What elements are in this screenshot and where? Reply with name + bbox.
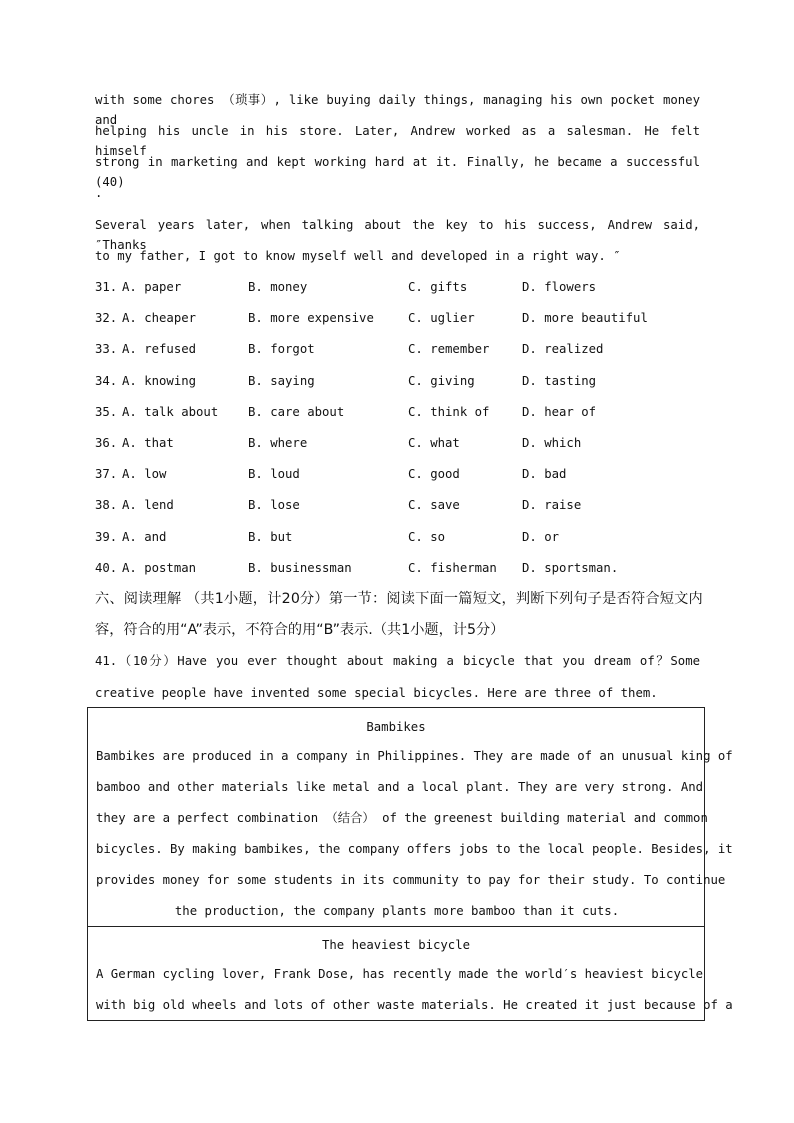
passage-line: . xyxy=(95,186,103,200)
option-c: C. think of xyxy=(408,404,490,419)
option-a: A. low xyxy=(122,467,167,482)
option-c: C. remember xyxy=(408,342,490,357)
option-row xyxy=(95,433,700,453)
question-number: 32. xyxy=(95,311,118,326)
option-b: B. but xyxy=(248,529,293,544)
question-number: 35. xyxy=(95,404,118,419)
box-text-line: the production, the company plants more bamboo than it cuts. xyxy=(174,904,620,918)
passage-line: helping his uncle in his store. Later, Andrew worked as a salesman. He felt himself xyxy=(95,124,700,158)
question-number: 39. xyxy=(95,529,118,544)
option-row xyxy=(95,339,700,359)
bambikes-box xyxy=(87,707,733,927)
option-row xyxy=(95,402,700,422)
option-b: B. saying xyxy=(248,373,315,388)
option-b: B. care about xyxy=(248,404,345,419)
option-a: A. talk about xyxy=(122,404,219,419)
option-a: A. and xyxy=(122,529,167,544)
box-title: Bambikes xyxy=(366,720,426,734)
option-row xyxy=(95,558,700,578)
option-c: C. fisherman xyxy=(408,560,497,575)
option-b: B. loud xyxy=(248,467,300,482)
option-d: D. or xyxy=(522,529,560,544)
box-title: The heaviest bicycle xyxy=(321,938,471,952)
question-41-line: 41.（10分）Have you ever thought about making a bicycle that you dream of？Some xyxy=(95,654,700,668)
option-a: A. paper xyxy=(122,280,182,294)
option-a: A. cheaper xyxy=(122,311,197,326)
option-d: D. which xyxy=(522,436,582,450)
box-text-line: provides money for some students in its community to pay for their study. To continue xyxy=(96,873,726,887)
question-number: 34. xyxy=(95,373,118,388)
option-row xyxy=(95,371,700,391)
option-d: D. sportsman. xyxy=(522,560,619,575)
question-number: 38. xyxy=(95,498,118,513)
box-text-line: bamboo and other materials like metal and a local plant. They are very strong. And xyxy=(96,780,704,794)
question-number: 40. xyxy=(95,560,118,575)
heaviest-bicycle-box xyxy=(87,926,733,1021)
passage-line: with some chores （琐事）, like buying daily things, managing his own pocket money and xyxy=(95,93,700,127)
option-a: A. refused xyxy=(122,342,197,357)
option-a: A. postman xyxy=(122,560,197,575)
section-heading: 六、阅读理解 （共1小题，计20分）第一节：阅读下面一篇短文，判断下列句子是否符合短文内 xyxy=(95,591,703,607)
option-c: C. good xyxy=(408,467,460,482)
option-b: B. forgot xyxy=(248,342,315,357)
option-c: C. so xyxy=(408,529,446,544)
question-number: 31. xyxy=(95,280,118,294)
option-c: C. save xyxy=(408,498,460,513)
option-row xyxy=(95,464,700,484)
option-row xyxy=(95,495,700,515)
box-text-line: they are a perfect combination （结合） of the greenest building material and common xyxy=(96,811,708,825)
option-d: D. more beautiful xyxy=(522,311,648,326)
option-b: B. more expensive xyxy=(248,311,374,326)
option-row xyxy=(95,527,700,547)
question-number: 33. xyxy=(95,342,118,357)
passage-line: to my father, I got to know myself well and developed in a right way. ″ xyxy=(95,249,621,263)
option-b: B. money xyxy=(248,280,308,294)
section-heading: 容，符合的用“A”表示，不符合的用“B”表示.（共1小题，计5分） xyxy=(95,622,505,638)
option-c: C. uglier xyxy=(408,311,475,326)
passage-line: strong in marketing and kept working hard at it. Finally, he became a successful (40) xyxy=(95,155,700,189)
question-41-line: creative people have invented some special bicycles. Here are three of them. xyxy=(95,686,658,700)
box-text-line: Bambikes are produced in a company in Philippines. They are made of an unusual king of xyxy=(96,749,733,763)
option-a: A. knowing xyxy=(122,373,197,388)
option-b: B. where xyxy=(248,436,308,450)
box-text-line: bicycles. By making bambikes, the company offers jobs to the local people. Besides, it xyxy=(96,842,733,856)
option-d: D. tasting xyxy=(522,373,597,388)
option-d: D. flowers xyxy=(522,280,597,294)
passage-line: Several years later, when talking about the key to his success, Andrew said, ″Thanks xyxy=(95,218,700,252)
option-d: D. realized xyxy=(522,342,604,357)
option-row xyxy=(95,308,700,328)
question-number: 37. xyxy=(95,467,118,482)
question-number: 36. xyxy=(95,436,118,450)
option-d: D. bad xyxy=(522,467,567,482)
option-a: A. that xyxy=(122,436,174,450)
box-text-line: A German cycling lover, Frank Dose, has recently made the world′s heaviest bicycle xyxy=(96,967,704,981)
option-a: A. lend xyxy=(122,498,174,513)
option-c: C. what xyxy=(408,436,460,450)
option-row xyxy=(95,277,700,297)
option-c: C. gifts xyxy=(408,280,468,294)
option-b: B. lose xyxy=(248,498,300,513)
option-c: C. giving xyxy=(408,373,475,388)
option-b: B. businessman xyxy=(248,560,352,575)
option-d: D. hear of xyxy=(522,404,597,419)
option-d: D. raise xyxy=(522,498,582,513)
box-text-line: with big old wheels and lots of other waste materials. He created it just because of a xyxy=(96,998,733,1012)
